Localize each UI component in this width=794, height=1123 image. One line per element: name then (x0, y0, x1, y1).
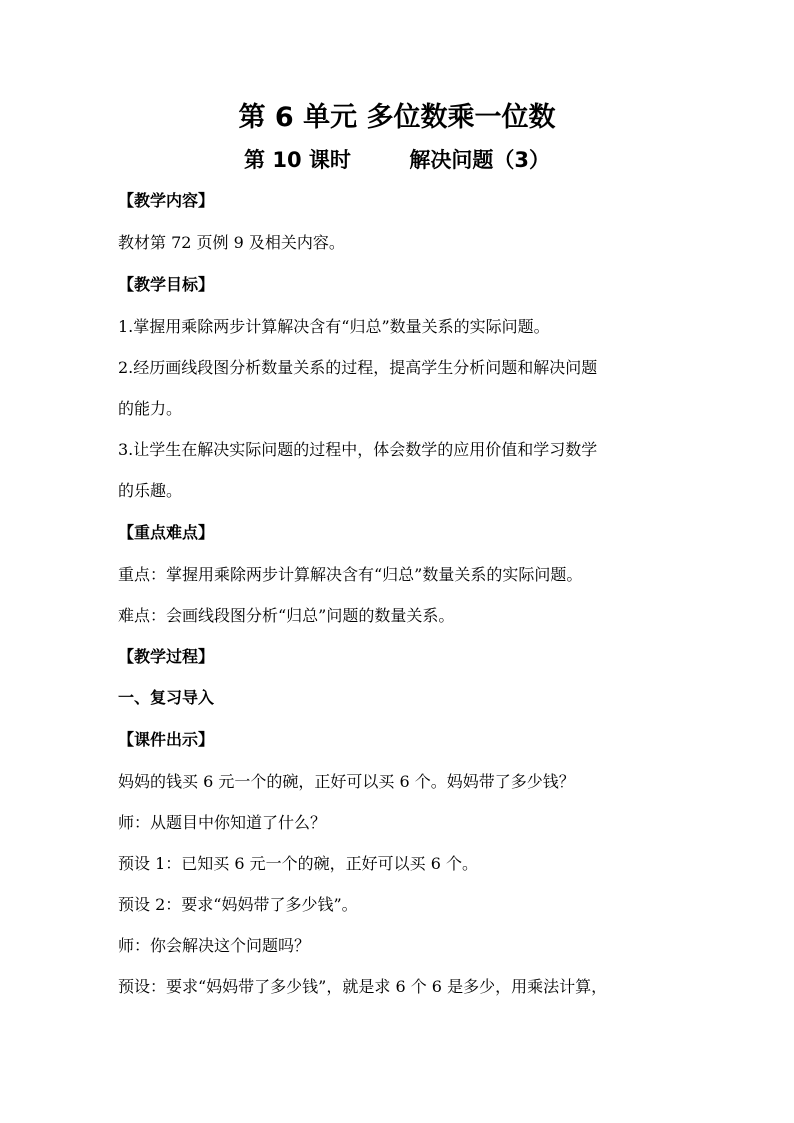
subsection-review-intro: 一、复习导入 (118, 688, 215, 707)
unit-title: 第 6 单元 多位数乘一位数 (238, 102, 556, 133)
courseware-heading: 【课件出示】 (118, 730, 215, 749)
objective-3-line-2: 的乐趣。 (118, 481, 183, 500)
content-text: 教材第 72 页例 9 及相关内容。 (118, 233, 345, 252)
section-heading-key-points: 【重点难点】 (118, 523, 215, 542)
objective-2-line-2: 的能力。 (118, 399, 183, 418)
teacher-question-2: 师：你会解决这个问题吗？ (118, 936, 311, 955)
objective-2-line-1: 2.经历画线段图分析数量关系的过程，提高学生分析问题和解决问题 (118, 358, 598, 377)
preset-answer-1: 预设 1：已知买 6 元一个的碗，正好可以买 6 个。 (118, 854, 478, 873)
lesson-title: 第 10 课时 解决问题（3） (244, 148, 550, 172)
preset-answer-2: 预设 2：要求“妈妈带了多少钱”。 (118, 895, 358, 914)
section-heading-content: 【教学内容】 (118, 191, 215, 210)
objective-3-line-1: 3.让学生在解决实际问题的过程中，体会数学的应用价值和学习数学 (118, 440, 598, 459)
teacher-question-1: 师：从题目中你知道了什么？ (118, 813, 327, 832)
section-heading-objectives: 【教学目标】 (118, 275, 215, 294)
key-point: 重点：掌握用乘除两步计算解决含有“归总”数量关系的实际问题。 (118, 565, 583, 584)
objective-1: 1.掌握用乘除两步计算解决含有“归总”数量关系的实际问题。 (118, 317, 550, 336)
preset-answer-3: 预设：要求“妈妈带了多少钱”，就是求 6 个 6 是多少，用乘法计算， (118, 977, 608, 996)
section-heading-process: 【教学过程】 (118, 647, 215, 666)
difficult-point: 难点：会画线段图分析“归总”问题的数量关系。 (118, 606, 455, 625)
problem-text: 妈妈的钱买 6 元一个的碗，正好可以买 6 个。妈妈带了多少钱？ (118, 772, 575, 791)
